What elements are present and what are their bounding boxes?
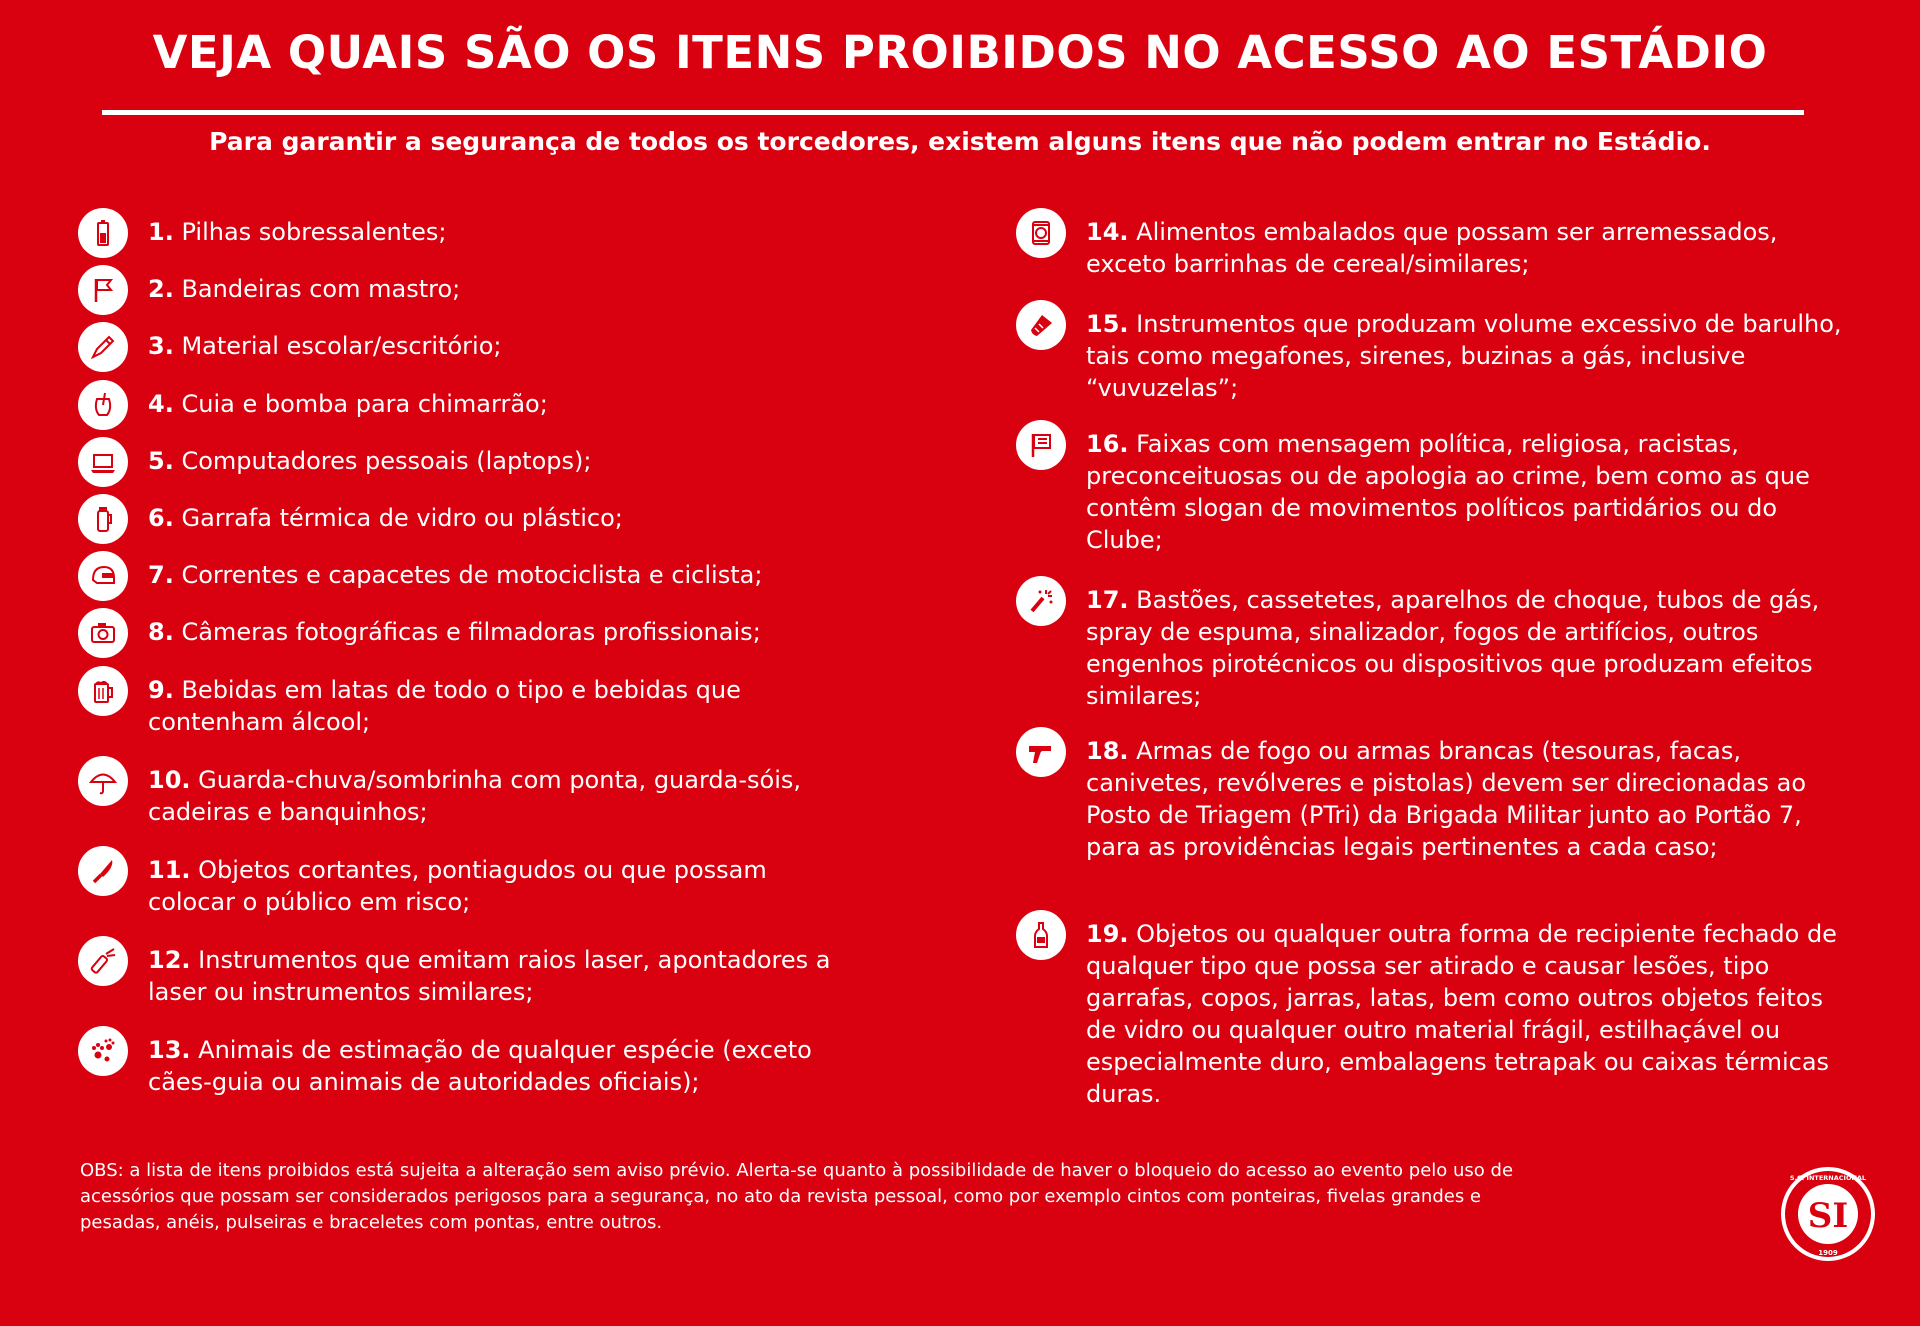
title-divider [102, 110, 1804, 115]
list-item: 6. Garrafa térmica de vidro ou plástico; [78, 494, 848, 544]
battery-icon [78, 208, 128, 258]
laptop-icon [78, 437, 128, 487]
disclaimer-note: OBS: a lista de itens proibidos está sujeita a alteração sem aviso prévio. Alerta-se quanto à possibilidade de haver o bloqueio do acesso ao evento pelo uso de acessórios que possam ser considerados perigosos para a segurança, no ato da revista pessoal, como por exemplo cintos com ponteiras, fivelas grandes e pesadas, anéis, pulseiras e braceletes com pontas, entre outros. [80, 1160, 1514, 1233]
list-item: 10. Guarda-chuva/sombrinha com ponta, guarda-sóis, cadeiras e banquinhos; [78, 756, 848, 828]
thermos-icon [78, 494, 128, 544]
list-item: 14. Alimentos embalados que possam ser arremessados, exceto barrinhas de cereal/similares; [1016, 208, 1846, 280]
beer-mug-icon [78, 666, 128, 716]
list-item: 7. Correntes e capacetes de motociclista e ciclista; [78, 551, 848, 601]
banner-icon [1016, 420, 1066, 470]
camera-icon [78, 608, 128, 658]
list-item: 3. Material escolar/escritório; [78, 322, 848, 372]
pen-icon [78, 322, 128, 372]
club-crest-logo [1780, 1166, 1876, 1262]
list-item: 9. Bebidas em latas de todo o tipo e bebidas que contenham álcool; [78, 666, 848, 738]
list-item: 16. Faixas com mensagem política, religiosa, racistas, preconceituosas ou de apologia ao crime, bem como as que contêm slogan de movimentos políticos partidários ou do Clube; [1016, 420, 1846, 556]
list-item: 13. Animais de estimação de qualquer espécie (exceto cães-guia ou animais de autoridades oficiais); [78, 1026, 848, 1098]
snack-package-icon [1016, 208, 1066, 258]
list-item: 4. Cuia e bomba para chimarrão; [78, 380, 848, 430]
page-subtitle: Para garantir a segurança de todos os torcedores, existem alguns itens que não podem entrar no Estádio. [209, 127, 1711, 156]
page-title: VEJA QUAIS SÃO OS ITENS PROIBIDOS NO ACESSO AO ESTÁDIO [152, 26, 1768, 79]
bottle-icon [1016, 910, 1066, 960]
vuvuzela-icon [1016, 300, 1066, 350]
revolver-icon [1016, 727, 1066, 777]
list-item: 17. Bastões, cassetetes, aparelhos de choque, tubos de gás, spray de espuma, sinalizador, fogos de artifícios, outros engenhos pirotécnicos ou dispositivos que produzam efeitos similares; [1016, 576, 1846, 712]
list-item: 2. Bandeiras com mastro; [78, 265, 848, 315]
list-item: 18. Armas de fogo ou armas brancas (tesouras, facas, canivetes, revólveres e pistolas) devem ser direcionadas ao Posto de Triagem (PTri) da Brigada Militar junto ao Portão 7, para as providências legais pertinentes a cada caso; [1016, 727, 1846, 863]
list-item: 5. Computadores pessoais (laptops); [78, 437, 848, 487]
knife-icon [78, 846, 128, 896]
list-item: 8. Câmeras fotográficas e filmadoras profissionais; [78, 608, 848, 658]
helmet-icon [78, 551, 128, 601]
list-item: 15. Instrumentos que produzam volume excessivo de barulho, tais como megafones, sirenes, buzinas a gás, inclusive “vuvuzelas”; [1016, 300, 1846, 404]
list-item: 12. Instrumentos que emitam raios laser, apontadores a laser ou instrumentos similares; [78, 936, 848, 1008]
paw-icon [78, 1026, 128, 1076]
list-item: 19. Objetos ou qualquer outra forma de recipiente fechado de qualquer tipo que possa ser atirado e causar lesões, tipo garrafas, copos, jarras, latas, bem como outros objetos feitos de vidro ou qualquer outro material frágil, estilhaçável ou especialmente duro, embalagens tetrapak ou caixas térmicas duras. [1016, 910, 1846, 1110]
firework-icon [1016, 576, 1066, 626]
flag-icon [78, 265, 128, 315]
logo-club-text: S.C. INTERNACIONAL [1789, 1174, 1867, 1182]
svg-text:SI: SI [1807, 1196, 1849, 1236]
list-item: 1. Pilhas sobressalentes; [78, 208, 848, 258]
umbrella-icon [78, 756, 128, 806]
gourd-icon [78, 380, 128, 430]
list-item: 11. Objetos cortantes, pontiagudos ou que possam colocar o público em risco; [78, 846, 848, 918]
laser-pointer-icon [78, 936, 128, 986]
logo-year-text: 1909 [1818, 1249, 1838, 1257]
